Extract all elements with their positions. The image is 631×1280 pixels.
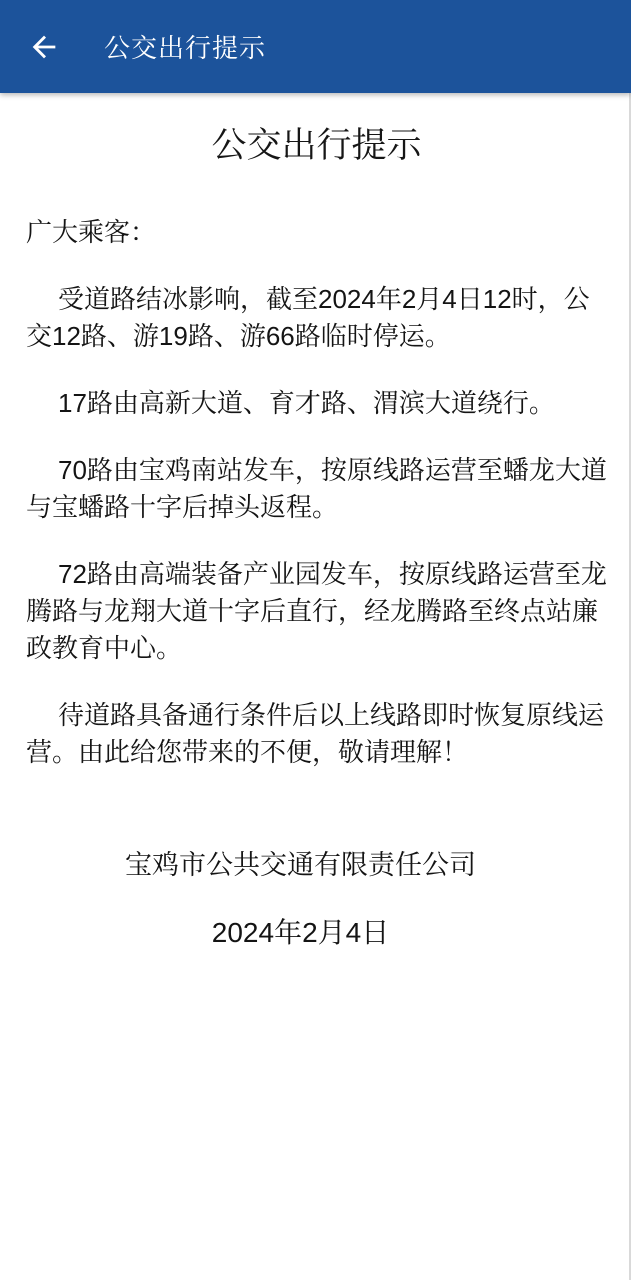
app-bar-title: 公交出行提示	[104, 33, 267, 63]
notice-paragraph: 70路由宝鸡南站发车，按原线路运营至蟠龙大道与宝蟠路十字后掉头返程。	[26, 455, 607, 522]
back-button[interactable]	[24, 27, 64, 67]
notice-paragraph: 待道路具备通行条件后以上线路即时恢复原线运营。由此给您带来的不便，敬请理解！	[26, 700, 605, 767]
notice-paragraph: 17路由高新大道、育才路、渭滨大道绕行。	[58, 388, 555, 418]
app-bar	[0, 0, 631, 93]
notice-paragraph: 受道路结冰影响，截至2024年2月4日12时，公交12路、游19路、游66路临时停运。	[26, 284, 590, 351]
notice-content	[0, 126, 631, 951]
company-signature: 宝鸡市公共交通有限责任公司	[125, 850, 476, 880]
salutation: 广大乘客：	[26, 217, 157, 247]
notice-title: 公交出行提示	[211, 126, 422, 165]
notice-paragraph: 72路由高端装备产业园发车，按原线路运营至龙腾路与龙翔大道十字后直行，经龙腾路至终点站廉政教育中心。	[26, 559, 607, 663]
notice-date: 2024年2月4日	[211, 917, 390, 948]
signature-block	[26, 847, 607, 951]
back-arrow-icon	[27, 30, 61, 64]
